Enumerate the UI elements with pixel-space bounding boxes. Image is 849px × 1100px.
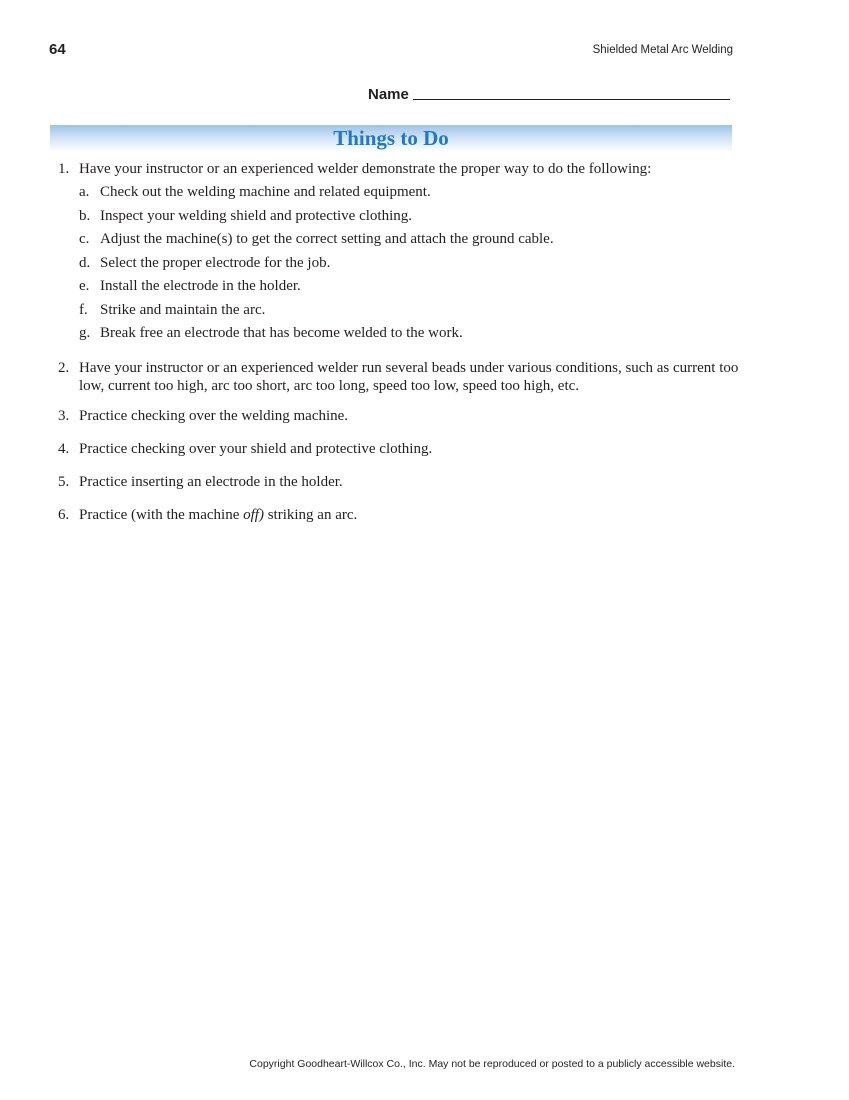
item-number: 5.: [58, 473, 70, 490]
page-number: 64: [49, 41, 66, 58]
sub-item-text: Break free an electrode that has become welded to the work.: [100, 325, 463, 341]
item-text-italic: off): [243, 506, 264, 523]
sub-item: [79, 228, 748, 252]
section-banner: [50, 125, 732, 152]
sub-item: [79, 252, 748, 276]
item-number: 2.: [58, 359, 70, 376]
item-number: 6.: [58, 506, 70, 523]
sub-item-letter: f.: [79, 301, 88, 318]
item-text: Have your instructor or an experienced welder demonstrate the proper way to do the following:: [79, 161, 652, 177]
running-title: Shielded Metal Arc Welding: [592, 44, 733, 56]
sub-item-text: Check out the welding machine and related equipment.: [100, 184, 431, 200]
section-title: Things to Do: [333, 126, 449, 150]
sub-item: [79, 205, 748, 229]
list-item: [58, 357, 748, 395]
sub-item-letter: b.: [79, 207, 91, 224]
sub-item-letter: c.: [79, 231, 90, 247]
item-text: [79, 504, 357, 527]
list-item: [58, 471, 748, 494]
sub-item-letter: e.: [79, 278, 90, 294]
item-number: 1.: [58, 161, 70, 177]
item-text: Practice checking over the welding machine.: [79, 407, 349, 424]
item-text: Have your instructor or an experienced welder run several beads under various conditions, such as current too low, current too high, arc too short, arc too long, speed too low, speed too high, etc.: [79, 359, 739, 394]
item-number: 4.: [58, 440, 70, 457]
list-item: [58, 405, 748, 428]
sub-item-text: Inspect your welding shield and protective clothing.: [100, 207, 413, 224]
sub-item: [79, 299, 748, 323]
sub-item-text: Install the electrode in the holder.: [100, 278, 301, 294]
task-list: [58, 158, 748, 527]
sub-item-letter: d.: [79, 254, 91, 271]
list-item: [58, 158, 748, 181]
name-label: Name: [368, 86, 409, 103]
sub-item: [79, 181, 748, 205]
list-item: [58, 438, 748, 461]
item-text-after: striking an arc.: [263, 506, 358, 523]
sub-item: [79, 275, 748, 299]
name-blank-line: [413, 99, 730, 100]
item-number: 3.: [58, 407, 70, 424]
item-text: Practice checking over your shield and protective clothing.: [79, 440, 433, 457]
sub-item-text: Strike and maintain the arc.: [100, 301, 266, 318]
item-text-before: Practice (with the machine: [79, 506, 244, 523]
sub-item-letter: g.: [79, 325, 91, 341]
item-text: Practice inserting an electrode in the holder.: [79, 473, 343, 490]
sub-item-text: Select the proper electrode for the job.: [100, 254, 331, 271]
sub-item-text: Adjust the machine(s) to get the correct setting and attach the ground cable.: [100, 231, 554, 247]
copyright-notice: Copyright Goodheart-Willcox Co., Inc. May not be reproduced or posted to a publicly accessible website.: [249, 1058, 735, 1070]
name-field: [368, 86, 730, 103]
sub-item-letter: a.: [79, 184, 90, 200]
list-item: [58, 504, 748, 527]
sub-item: [79, 322, 748, 346]
